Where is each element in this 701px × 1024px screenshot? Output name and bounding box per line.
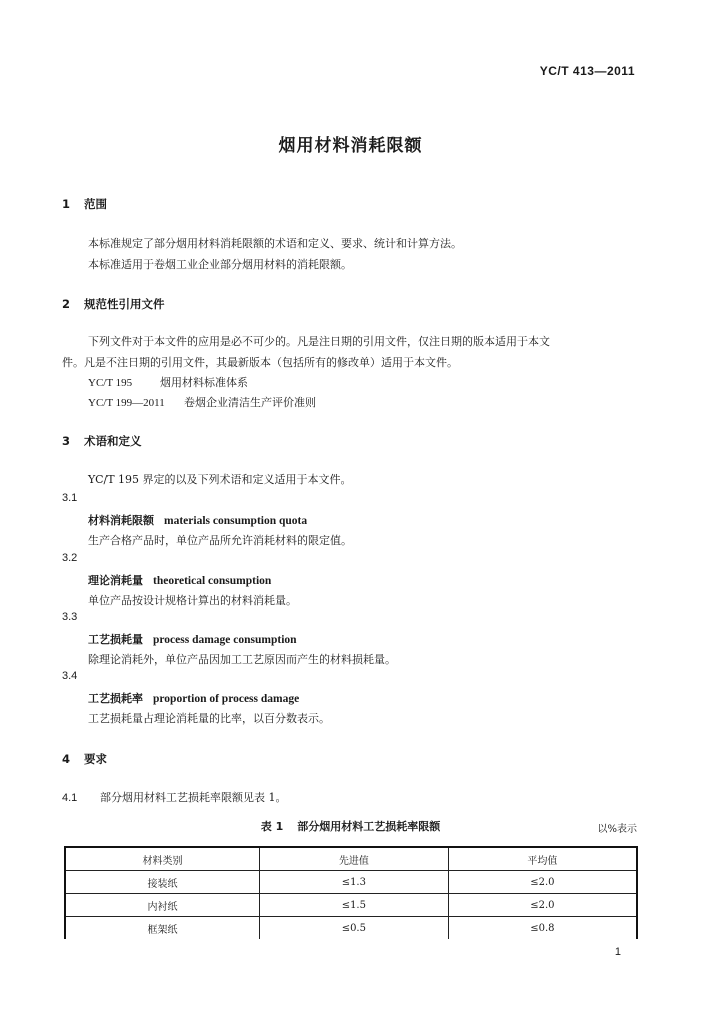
term-number: 3.2 xyxy=(62,552,78,564)
section-4-number: 4 xyxy=(62,752,71,766)
section-1-title: 范围 xyxy=(84,197,107,211)
term-definition: 生产合格产品时，单位产品所允许消耗材料的限定值。 xyxy=(88,534,352,547)
term-en: process damage consumption xyxy=(153,634,297,646)
reference-title: 卷烟企业清洁生产评价准则 xyxy=(184,396,316,409)
section-1-paragraph-2: 本标准适用于卷烟工业企业部分烟用材料的消耗限额。 xyxy=(88,258,352,271)
column-header: 先进值 xyxy=(259,847,448,871)
column-header: 材料类别 xyxy=(65,847,259,871)
table-header-row xyxy=(65,847,637,871)
section-2-number: 2 xyxy=(62,297,71,311)
table-caption xyxy=(0,818,701,834)
section-2-paragraph-line-2: 件。凡是不注日期的引用文件，其最新版本（包括所有的修改单）适用于本文件。 xyxy=(62,356,458,369)
section-2-paragraph-line-1: 下列文件对于本文件的应用是必不可少的。凡是注日期的引用文件，仅注日期的版本适用于本文 xyxy=(88,335,550,348)
term-number: 3.3 xyxy=(62,611,78,623)
term-zh: 材料消耗限额 xyxy=(88,514,154,527)
table-cell: 框架纸 xyxy=(65,917,259,940)
section-3-number: 3 xyxy=(62,434,71,448)
section-3-intro: YC/T 195 界定的以及下列术语和定义适用于本文件。 xyxy=(88,473,352,486)
term-en: theoretical consumption xyxy=(153,575,272,587)
reference-code: YC/T 195 xyxy=(88,377,133,389)
reference-item xyxy=(88,394,316,410)
table-cell: ≤2.0 xyxy=(448,871,637,894)
term-definition: 工艺损耗量占理论消耗量的比率，以百分数表示。 xyxy=(88,712,330,725)
term-heading xyxy=(88,631,297,647)
consumption-table xyxy=(64,846,638,939)
term-zh: 工艺损耗率 xyxy=(88,692,143,705)
table-cell: ≤1.3 xyxy=(259,871,448,894)
table-label: 表 1 xyxy=(260,820,284,833)
column-header: 平均值 xyxy=(448,847,637,871)
term-number: 3.4 xyxy=(62,670,78,682)
section-2-title: 规范性引用文件 xyxy=(84,297,165,311)
table-caption-text: 部分烟用材料工艺损耗率限额 xyxy=(297,820,441,833)
term-en: materials consumption quota xyxy=(164,515,308,527)
section-1-number: 1 xyxy=(62,197,71,211)
clause-4-1 xyxy=(62,789,287,805)
term-zh: 理论消耗量 xyxy=(88,574,143,587)
term-definition: 除理论消耗外，单位产品因加工工艺原因而产生的材料损耗量。 xyxy=(88,653,396,666)
term-heading xyxy=(88,690,299,706)
section-4-title: 要求 xyxy=(84,752,107,766)
term-en: proportion of process damage xyxy=(153,693,300,705)
section-3-title: 术语和定义 xyxy=(84,434,142,448)
clause-4-1-text: 部分烟用材料工艺损耗率限额见表 1。 xyxy=(100,791,287,804)
clause-4-1-number: 4.1 xyxy=(62,792,78,804)
table-cell: 接装纸 xyxy=(65,871,259,894)
term-definition: 单位产品按设计规格计算出的材料消耗量。 xyxy=(88,594,297,607)
reference-code: YC/T 199—2011 xyxy=(88,397,165,409)
term-heading xyxy=(88,572,271,588)
table-cell: ≤0.8 xyxy=(448,917,637,940)
table-row xyxy=(65,894,637,917)
table-cell: 内衬纸 xyxy=(65,894,259,917)
reference-item xyxy=(88,374,248,390)
section-4-heading xyxy=(62,751,107,767)
table-cell: ≤1.5 xyxy=(259,894,448,917)
term-zh: 工艺损耗量 xyxy=(88,633,143,646)
term-heading xyxy=(88,512,307,528)
table-unit: 以%表示 xyxy=(597,824,637,835)
section-1-heading xyxy=(62,196,107,212)
document-title: 烟用材料消耗限额 xyxy=(278,136,423,156)
table-cell: ≤2.0 xyxy=(448,894,637,917)
section-2-heading xyxy=(62,296,165,312)
page-number: 1 xyxy=(614,946,621,958)
table-row xyxy=(65,871,637,894)
table-row xyxy=(65,917,637,940)
standard-code: YC/T 413—2011 xyxy=(539,64,635,78)
reference-title: 烟用材料标准体系 xyxy=(160,376,248,389)
section-1-paragraph-1: 本标准规定了部分烟用材料消耗限额的术语和定义、要求、统计和计算方法。 xyxy=(88,237,462,250)
table-cell: ≤0.5 xyxy=(259,917,448,940)
term-number: 3.1 xyxy=(62,492,78,504)
section-3-heading xyxy=(62,433,142,449)
